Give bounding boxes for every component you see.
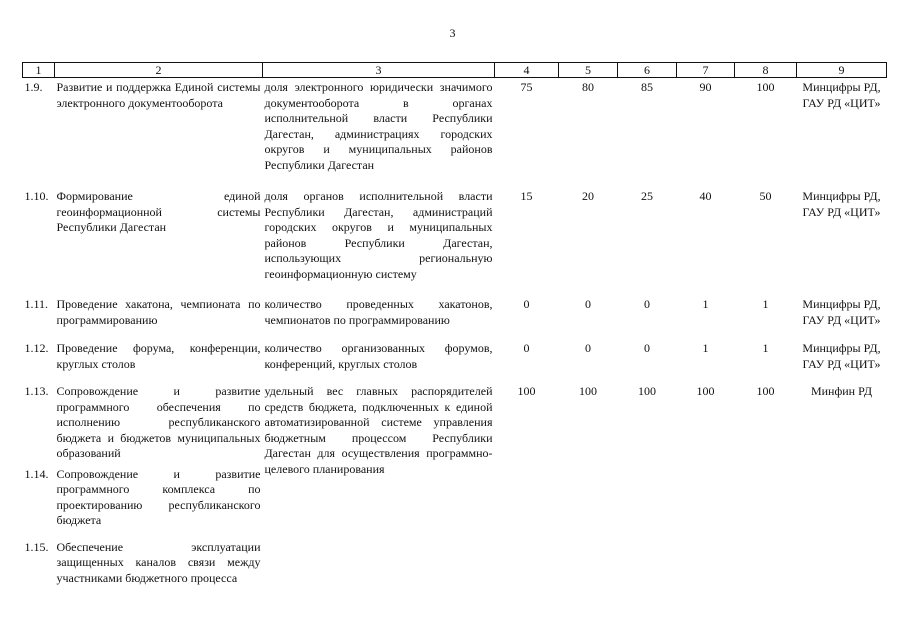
value-col-7: 1 — [702, 297, 709, 311]
empty-cells — [263, 538, 887, 587]
value-col-5: 0 — [585, 341, 591, 355]
header-col-5: 5 — [559, 63, 618, 78]
indicator-name: доля электронного юридически значимого документооборота в органах исполнительной власти Республики Дагестан, администрациях городских округов и муниципальных районов Республики Дагестан — [264, 80, 493, 172]
header-col-9: 9 — [797, 63, 887, 78]
value-col-7: 1 — [702, 341, 709, 355]
header-col-1: 1 — [23, 63, 55, 78]
row-number: 1.12. — [24, 341, 49, 355]
value-col-6: 25 — [641, 189, 653, 203]
responsible-party: Минфин РД — [810, 384, 873, 398]
activity-name: Проведение хакатона, чемпионата по программированию — [56, 297, 261, 327]
value-col-7: 100 — [696, 384, 715, 398]
indicator-cell — [263, 382, 495, 476]
row-number: 1.15. — [24, 539, 49, 554]
value-col-7: 90 — [699, 80, 712, 94]
header-col-7: 7 — [677, 63, 735, 78]
value-col-5: 20 — [582, 189, 594, 203]
value-col-6: 85 — [641, 80, 653, 94]
table-row — [23, 78, 887, 188]
responsible-party: Минцифры РД, ГАУ РД «ЦИТ» — [802, 189, 881, 219]
table-row — [23, 295, 887, 339]
page-number: 3 — [449, 26, 456, 40]
value-col-6: 100 — [638, 384, 656, 398]
value-col-4: 75 — [520, 80, 533, 94]
value-col-8: 1 — [762, 297, 769, 311]
activity-name: Развитие и поддержка Единой системы электронного документооборота — [56, 80, 261, 110]
value-col-5: 80 — [582, 80, 594, 94]
header-col-3: 3 — [263, 63, 495, 78]
value-col-6: 0 — [644, 297, 650, 311]
header-col-8: 8 — [735, 63, 797, 78]
responsible-party: Минцифры РД, ГАУ РД «ЦИТ» — [802, 80, 881, 110]
responsible-party: Минцифры РД, ГАУ РД «ЦИТ» — [802, 341, 881, 371]
row-number: 1.10. — [24, 189, 49, 203]
responsible-party: Минцифры РД, ГАУ РД «ЦИТ» — [802, 297, 881, 327]
activity-name: Формирование единой геоинформационной системы Республики Дагестан — [56, 189, 261, 234]
row-number: 1.13. — [24, 384, 49, 398]
table-row — [23, 187, 887, 295]
table-row — [23, 382, 887, 465]
activity-name: Проведение форума, конференции, круглых столов — [56, 341, 261, 371]
value-col-8: 100 — [756, 384, 775, 398]
activity-name: Сопровождение и развитие программного комплекса по проектированию республиканского бюджета — [56, 466, 261, 527]
header-col-4: 4 — [495, 63, 559, 78]
value-col-5: 0 — [585, 297, 591, 311]
value-col-4: 15 — [520, 189, 533, 203]
table-row — [23, 538, 887, 587]
value-col-4: 0 — [523, 297, 530, 311]
table-row — [23, 339, 887, 382]
value-col-8: 100 — [756, 80, 775, 94]
header-col-6: 6 — [618, 63, 677, 78]
header-col-2: 2 — [55, 63, 263, 78]
value-col-4: 100 — [517, 384, 536, 398]
row-number: 1.11. — [24, 297, 49, 311]
activity-name: Сопровождение и развитие программного обеспечения по исполнению республиканского бюджета и бюджетов муниципальных образований — [56, 384, 261, 460]
value-col-7: 40 — [699, 189, 712, 203]
activity-name: Обеспечение эксплуатации защищенных каналов связи между участниками бюджетного процесса — [56, 539, 261, 585]
value-col-4: 0 — [523, 341, 530, 355]
value-col-8: 50 — [759, 189, 772, 203]
indicator-name: количество организованных форумов, конференций, круглых столов — [264, 341, 493, 371]
table-header-row — [23, 63, 887, 78]
indicator-name: количество проведенных хакатонов, чемпионатов по программированию — [264, 297, 493, 327]
program-indicators-table — [22, 62, 887, 586]
indicator-name: удельный вес главных распорядителей средств бюджета, подключенных к единой автоматизированной системе управления бюджетным процессом Республики Дагестан для осуществления программно-целевого планирования — [264, 384, 493, 476]
value-col-6: 0 — [644, 341, 650, 355]
indicator-name: доля органов исполнительной власти Республики Дагестан, администраций городских округов и муниципальных районов Республики Дагестан, использующих региональную геоинформационную систему — [264, 189, 493, 281]
row-number: 1.14. — [24, 466, 49, 481]
value-col-8: 1 — [762, 341, 769, 355]
row-number: 1.9. — [24, 80, 43, 94]
value-col-5: 100 — [579, 384, 597, 398]
